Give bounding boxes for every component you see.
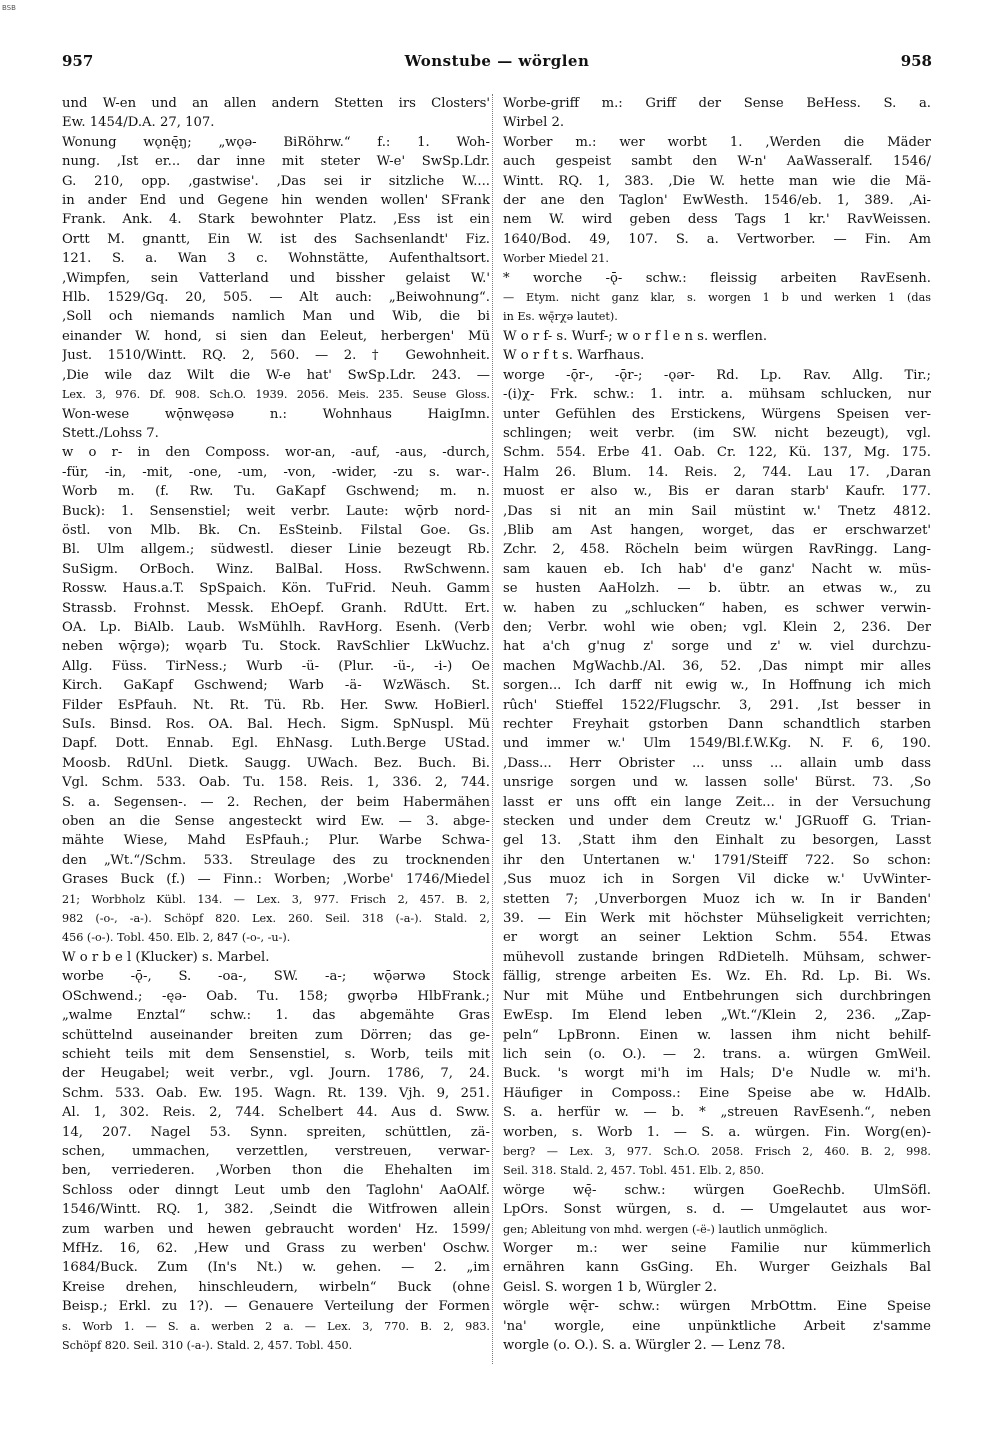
text-line: Won-wese wǭnwęəsə n.: Wohnhaus HaigImn. xyxy=(62,406,490,422)
text-line: W o r b e l (Klucker) s. Marbel. xyxy=(62,949,270,965)
text-line: ‚Sus muoz ich in Sorgen Vil dicke w.' UvWinter- xyxy=(503,872,931,888)
text-line: Rossw. Haus.a.T. SpSpaich. Kön. TuFrid. Neuh. Gamm xyxy=(62,581,490,597)
text-line: berg? — Lex. 3, 977. Sch.O. 2058. Frisch 2, 460. B. 2, 998. xyxy=(503,1144,931,1158)
right-column xyxy=(503,94,931,1355)
text-line: östl. von Mlb. Bk. Cn. EsSteinb. Filstal Goe. Gs. xyxy=(62,522,490,538)
text-line: Geisl. S. worgen 1 b, Würgler 2. xyxy=(503,1279,718,1295)
text-line: oben an die Sense angesteckt wird Ew. — 3. abge- xyxy=(62,814,490,830)
text-line: Wirbel 2. xyxy=(503,115,565,131)
text-line: ‚Dass... Herr Obrister ... unss ... allain umb dass xyxy=(503,755,931,771)
text-line: stetten 7; ‚Unverborgen Muoz ich w. In ir Banden' xyxy=(503,891,931,907)
text-line: Zchr. 2, 458. Röcheln beim würgen RavRingg. Lang- xyxy=(503,542,931,558)
text-line: Filder EsPfauh. Nt. Rt. Tü. Rb. Her. Sww. HoBierl. xyxy=(62,697,490,713)
text-line: sam kauen eb. Ich hab' d'e ganz' Nacht w. müs- xyxy=(503,561,931,577)
text-line: nem W. wird geben dess Tags 1 kr.' RavWeissen. xyxy=(503,212,931,228)
text-line: -(i)χ- Frk. schw.: 1. intr. a. mühsam schlucken, nur xyxy=(503,387,931,403)
text-line: er worgt an seiner Lektion Schm. 554. Etwas xyxy=(503,930,931,946)
text-line: in ander End und Gegene hin wenden wollen' SFrank xyxy=(62,193,490,209)
text-line: neben wǭrgə); wǫarb Tu. Stock. RavSchlier LkWuchz. xyxy=(62,639,490,655)
text-line: und W-en und an allen andern Stetten irs Closters' xyxy=(62,96,490,111)
text-line: Vgl. Schm. 533. Oab. Tu. 158. Reis. 1, 336. 2, 744. xyxy=(62,775,490,791)
text-line: Beisp.; Erkl. zu 1?). — Genauere Verteilung der Formen xyxy=(62,1299,490,1315)
text-line: 1640/Bod. 49, 107. S. a. Vertworber. — Fin. Am xyxy=(503,231,931,247)
text-line: Strassb. Frohnst. Messk. EhOepf. Granh. RdUtt. Ert. xyxy=(62,600,490,616)
text-line: Ew. 1454/D.A. 27, 107. xyxy=(62,115,215,131)
text-line: 1546/Wintt. RQ. 1, 382. ‚Seindt die Witfrowen allein xyxy=(62,1202,490,1218)
text-line: W o r f t s. Warfhaus. xyxy=(503,348,645,364)
text-line: worben, s. Worb 1. — S. a. würgen. Fin. Worg(en)- xyxy=(503,1124,931,1140)
text-line: Dapf. Dott. Ennab. Egl. EhNasg. Luth.Berge UStad. xyxy=(62,736,490,752)
text-line: ihr den Untertanen w.' 1791/Steiff 722. So schon: xyxy=(503,852,931,868)
text-line: S. a. Segensen-. — 2. Rechen, der beim Habermähen xyxy=(62,794,490,810)
text-line: worge -ǭr-, -ǭr-; -ǫər- Rd. Lp. Rav. Allg. Tir.; xyxy=(503,367,931,383)
text-line: wörgle wę̄r- schw.: würgen MrbOttm. Eine Speise xyxy=(503,1299,931,1315)
text-line: SuIs. Binsd. Ros. OA. Bal. Hech. Sigm. SpNuspl. Mü xyxy=(62,717,490,732)
text-line: Wonung wǫnę̄ŋ; „wǫə- BiRöhrw.“ f.: 1. Woh- xyxy=(62,134,490,150)
text-line: Frank. Ank. 4. Stark bewohnter Platz. ‚Ess ist ein xyxy=(62,212,490,228)
text-line: Hlb. 1529/Gq. 20, 505. — Alt auch: „Beiwohnung“. xyxy=(62,290,490,306)
text-line: 39. — Ein Werk mit höchster Mühseligkeit verrichten; xyxy=(503,911,931,927)
text-line: Just. 1510/Wintt. RQ. 2, 560. — 2. † Gewohnheit. xyxy=(62,348,490,364)
page-number-right: 958 xyxy=(900,52,932,70)
text-line: OA. Lp. BiAlb. Laub. WsMühlh. RavHorg. Esenh. (Verb xyxy=(62,619,490,635)
text-line: schieht teils mit dem Sensenstiel, s. Worb, teils mit xyxy=(62,1046,490,1062)
text-line: w o r- in den Composs. wor-an, -auf, -aus, -durch, xyxy=(62,445,490,461)
text-line: zum warben und hewen gebraucht worden' Hz. 1599/ xyxy=(62,1221,490,1237)
text-line: unter Gefühlen des Erstickens, Würgens Speisen ver- xyxy=(503,406,931,422)
text-line: 121. S. a. Wan 3 c. Wohnstätte, Aufenthaltsort. xyxy=(62,251,490,267)
text-line: 'na' worgle, eine unpünktliche Arbeit z'samme xyxy=(503,1318,931,1334)
text-line: Schm. 554. Erbe 41. Oab. Cr. 122, Kü. 137, Mg. 175. xyxy=(503,445,931,461)
text-line: sorgen... Ich darff nit ewig w., In Hoffnung ich mich xyxy=(503,678,931,694)
text-line: Allg. Füss. TirNess.; Wurb -ü- (Plur. -ü-, -i-) Oe xyxy=(62,658,490,674)
text-line: rûch' Stieffel 1522/Flugschr. 3, 291. ‚Ist besser in xyxy=(503,697,931,713)
text-line: mähte Wiese, Mahd EsPfauh.; Plur. Warbe Schwa- xyxy=(62,833,490,849)
text-line: ‚Soll och niemands namlich Man und Wib, die bi xyxy=(62,309,490,325)
text-line: lich sein (o. O.). — 2. trans. a. würgen GmWeil. xyxy=(503,1046,931,1062)
text-line: Grases Buck (f.) — Finn.: Worben; ‚Worbe' 1746/Miedel xyxy=(62,872,490,888)
text-line: Moosb. RdUnl. Dietk. Saugg. UWach. Bez. Buch. Bi. xyxy=(62,755,490,771)
text-line: in Es. wę̄rχə lautet). xyxy=(503,310,618,324)
text-line: Buck. 's worgt mi'h im Hals; D'e Nudle w. mi'h. xyxy=(503,1066,931,1082)
text-line: SuSigm. OrBoch. Winz. BalBal. Hoss. RwSchwenn. xyxy=(62,561,490,577)
text-line: G. 210, opp. ‚gastwise'. ‚Das sei ir sitzliche W.... xyxy=(62,173,490,189)
text-line: Halm 26. Blum. 14. Reis. 2, 744. Lau 17. ‚Daran xyxy=(503,464,931,480)
text-line: se husten AaHolzh. — b. übtr. an etwas w., zu xyxy=(503,581,931,597)
text-line: s. Worb 1. — S. a. werben 2 a. — Lex. 3, 770. B. 2, 983. xyxy=(62,1319,490,1333)
text-line: der ane den Taglon' EwWesth. 1546/eb. 1, 389. ‚Ai- xyxy=(503,193,931,209)
text-line: LpOrs. Sonst würgen, s. d. — Umgelautet aus wor- xyxy=(503,1202,931,1218)
text-line: Worb m. (f. Rw. Tu. GaKapf Gschwend; m. n. xyxy=(62,484,490,500)
text-line: Worbe-griff m.: Griff der Sense BeHess. S. a. xyxy=(503,96,931,111)
text-line: Buck): 1. Sensenstiel; weit verbr. Laute: wǭrb nord- xyxy=(62,503,490,519)
text-line: Worger m.: wer seine Familie nur kümmerlich xyxy=(503,1240,931,1256)
text-line: * worche -ǭ- schw.: fleissig arbeiten RavEsenh. xyxy=(503,270,931,286)
column-divider xyxy=(492,94,493,1364)
text-line: 21; Worbholz Kübl. 134. — Lex. 3, 977. Frisch 2, 457. B. 2, xyxy=(62,892,490,906)
text-line: machen MgWachb./Al. 36, 52. ‚Das nimpt mir alles xyxy=(503,658,931,674)
text-line: Schm. 533. Oab. Ew. 195. Wagn. Rt. 139. Vjh. 9, 251. xyxy=(62,1085,490,1101)
text-line: stecken und under dem Creutz w.' JGRuoff G. Trian- xyxy=(503,814,931,830)
page-number-left: 957 xyxy=(62,52,94,70)
text-line: einander W. hond, si sien dan Eeleut, herbergen' Mü xyxy=(62,328,490,344)
text-line: der Heugabel; weit verbr., vgl. Journ. 1786, 7, 24. xyxy=(62,1066,490,1082)
text-line: worgle (o. O.). S. a. Würgler 2. — Lenz 78. xyxy=(503,1338,786,1353)
left-column xyxy=(62,94,490,1355)
text-line: schlingen; weit verbr. (im SW. nicht bezeugt), vgl. xyxy=(503,425,931,441)
text-line: EwEsp. Im Elend leben „Wt.“/Klein 2, 236. „Zap- xyxy=(503,1008,931,1024)
text-line: Lex. 3, 976. Df. 908. Sch.O. 1939. 2056. Meis. 235. Seuse Gloss. xyxy=(62,388,490,402)
text-line: gen; Ableitung von mhd. wergen (-ë-) lautlich unmöglich. xyxy=(503,1222,828,1236)
text-line: ‚Blib am Ast hangen, worget, das er erschwarzet' xyxy=(503,522,931,538)
text-line: nung. ‚Ist er... dar inne mit steter W-e' SwSp.Ldr. xyxy=(62,154,490,170)
text-line: MfHz. 16, 62. ‚Hew und Grass zu werben' Oschw. xyxy=(62,1240,490,1256)
text-line: 14, 207. Nagel 53. Synn. spreiten, schüttlen, zä- xyxy=(62,1124,490,1140)
text-line: ernähren kann GsGing. Eh. Wurger Geizhals Bal xyxy=(503,1260,931,1276)
text-line: Schöpf 820. Seil. 310 (-a-). Stald. 2, 457. Tobl. 450. xyxy=(62,1339,353,1352)
text-line: — Etym. nicht ganz klar, s. worgen 1 b und werken 1 (das xyxy=(503,291,931,305)
text-line: unsrige sorgen und w. lassen solle' Bürst. 73. ‚So xyxy=(503,775,931,791)
text-line: ‚Das si nit an min Sail müstint w.' Tnetz 4812. xyxy=(503,503,931,519)
text-line: peln“ LpBronn. Einen w. lassen ihm nicht behilf- xyxy=(503,1027,931,1043)
text-line: rechter Freyhait gstorben Dann schandtlich starben xyxy=(503,717,931,732)
text-line: fällig, strenge arbeiten Es. Wz. Eh. Rd. Lp. Bi. Ws. xyxy=(503,969,931,985)
text-line: 982 (-o-, -a-). Schöpf 820. Lex. 260. Seil. 318 (-a-). Stald. 2, xyxy=(62,912,490,926)
text-line: „walme Enztal“ schw.: 1. das abgemähte Gras xyxy=(62,1008,490,1024)
text-line: Seil. 318. Stald. 2, 457. Tobl. 451. Elb. 2, 850. xyxy=(503,1164,765,1178)
text-line: mühevoll zustande bringen RdDietelh. Mühsam, schwer- xyxy=(503,949,931,965)
text-line: Nur mit Mühe und Entbehrungen sich durchbringen xyxy=(503,988,931,1004)
text-line: OSchwend.; -ęə- Oab. Tu. 158; gwǫrbə HlbFrank.; xyxy=(62,988,490,1004)
text-line: Stett./Lohss 7. xyxy=(62,425,159,441)
text-line: Al. 1, 302. Reis. 2, 744. Schelbert 44. Aus d. Sww. xyxy=(62,1105,490,1121)
text-line: S. a. herfür w. — b. * „streuen RavEsenh.“, neben xyxy=(503,1105,931,1121)
text-line: den „Wt.“/Schm. 533. Streulage des zu trocknenden xyxy=(62,852,490,868)
text-line: ‚Die wile daz Wilt die W-e hat' SwSp.Ldr. 243. — xyxy=(62,367,490,383)
text-line: -für, -in, -mit, -one, -um, -von, -wider, -zu s. war-. xyxy=(62,464,490,480)
text-line: Wintt. RQ. 1, 383. ‚Die W. hette man wie die Mä- xyxy=(503,173,931,189)
text-line: Kirch. GaKapf Gschwend; Warb -ä- WzWäsch. St. xyxy=(62,678,490,694)
text-line: Bl. Ulm allgem.; südwestl. dieser Linie bezeugt Rb. xyxy=(62,542,490,558)
running-head: Wonstube — wörglen xyxy=(404,52,590,70)
text-line: W o r f- s. Wurf-; w o r f l e n s. werflen. xyxy=(503,328,768,344)
text-line: ben, verriederen. ‚Worben thon die Ehehalten im xyxy=(62,1163,490,1179)
text-line: Schloss oder dinngt Leut umb den Taglohn' AaOAlf. xyxy=(62,1182,490,1198)
library-mark: BSB xyxy=(2,4,16,12)
text-line: lasst er uns offt ein lange Zeit... in der Versuchung xyxy=(503,794,931,810)
text-line: wörge wę̄- schw.: würgen GoeRechb. UlmSöfl. xyxy=(503,1182,931,1198)
text-line: hat a'ch g'nug z' sorge und z' w. viel durchzu- xyxy=(503,639,931,655)
text-line: schen, ummachen, verzettlen, verstreuen, verwar- xyxy=(62,1143,490,1159)
text-line: 1684/Buck. Zum (In's Nt.) w. gehen. — 2. „im xyxy=(62,1260,490,1276)
text-line: ‚Wimpfen, sein Vatterland und bissher gelaist W.' xyxy=(62,270,490,286)
text-line: Worber Miedel 21. xyxy=(503,252,609,266)
text-line: 456 (-o-). Tobl. 450. Elb. 2, 847 (-o-, -u-). xyxy=(62,931,291,945)
text-line: auch gespeist sambt den W-n' AaWasseralf. 1546/ xyxy=(503,154,931,170)
text-line: schüttelnd auseinander breiten zum Dörren; das ge- xyxy=(62,1027,490,1043)
text-line: den; Verbr. wohl wie oben; vgl. Klein 2, 236. Der xyxy=(503,619,931,635)
text-line: Kreise drehen, hinschleudern, wirbeln“ Buck (ohne xyxy=(62,1279,490,1295)
text-line: Worber m.: wer worbt 1. ‚Werden die Mäder xyxy=(503,134,931,150)
text-line: Häufiger in Composs.: Eine Speise abe w. HdAlb. xyxy=(503,1085,931,1101)
text-line: Ortt M. gnantt, Ein W. ist des Sachsenlandt' Fiz. xyxy=(62,231,490,247)
text-line: muost er also w., Bis er daran starb' Kaufr. 177. xyxy=(503,484,931,500)
text-line: gel 13. ‚Statt ihm den Einhalt zu besorgen, Lasst xyxy=(503,833,931,849)
text-line: w. haben zu „schlucken“ haben, es schwer verwin- xyxy=(503,600,931,616)
text-line: worbe -ǭ-, S. -oa-, SW. -a-; wǭərwə Stock xyxy=(62,969,490,985)
page-header xyxy=(62,52,932,76)
text-line: und immer w.' Ulm 1549/Bl.f.W.Kg. N. F. 6, 190. xyxy=(503,736,931,752)
